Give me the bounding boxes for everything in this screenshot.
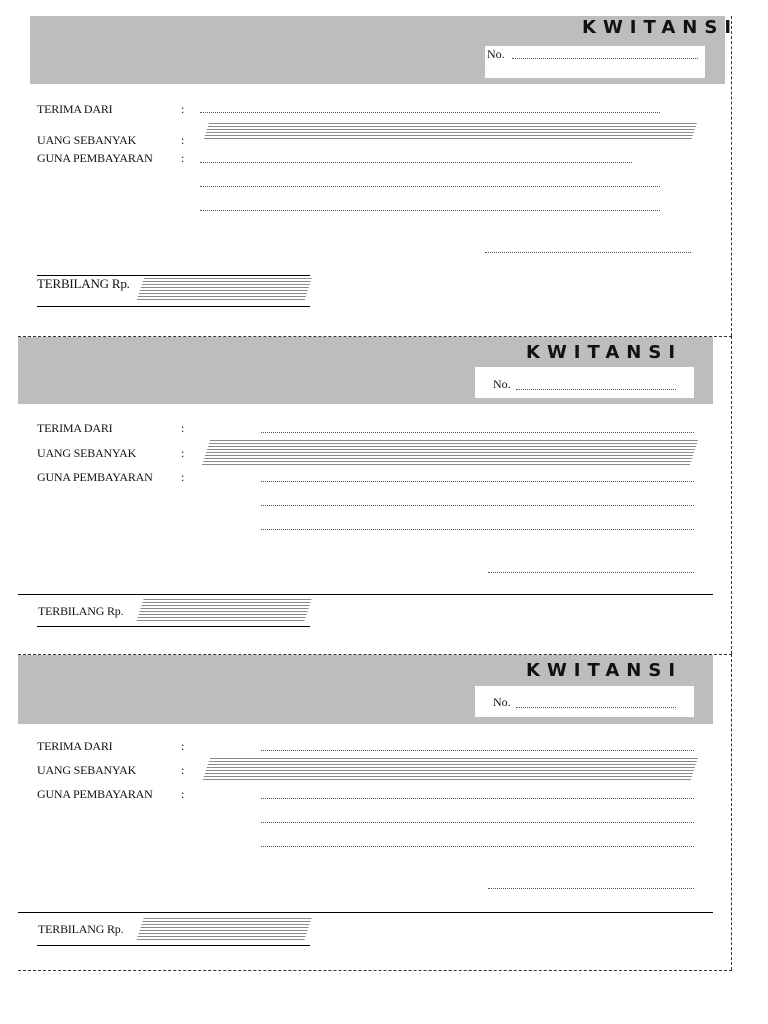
terbilang-amount-field[interactable]: [136, 278, 312, 302]
colon: :: [181, 133, 185, 147]
section-divider: [18, 594, 713, 595]
receipt-number-line[interactable]: [516, 707, 676, 708]
guna-pembayaran-label: GUNA PEMBAYARAN: [37, 787, 153, 801]
terima-dari-line[interactable]: [200, 112, 660, 113]
guna-pembayaran-line-2[interactable]: [261, 505, 694, 506]
colon: :: [181, 763, 185, 777]
receipt-title: KWITANSI: [526, 660, 683, 681]
colon: :: [181, 151, 185, 165]
colon: :: [181, 421, 185, 435]
terbilang-bottom-rule: [37, 945, 310, 946]
cut-line-right-3: [731, 654, 732, 970]
terbilang-label: TERBILANG Rp.: [38, 604, 124, 618]
terbilang-amount-field[interactable]: [136, 918, 311, 940]
colon: :: [181, 102, 185, 116]
terima-dari-line[interactable]: [261, 432, 694, 433]
section-divider: [18, 912, 713, 913]
uang-sebanyak-label: UANG SEBANYAK: [37, 763, 137, 777]
guna-pembayaran-line-3[interactable]: [200, 210, 660, 211]
uang-sebanyak-label: UANG SEBANYAK: [37, 133, 137, 147]
signature-line[interactable]: [488, 572, 694, 573]
guna-pembayaran-line-2[interactable]: [261, 822, 694, 823]
colon: :: [181, 470, 185, 484]
receipt-number-box: [485, 46, 705, 78]
receipt-number-line[interactable]: [516, 389, 676, 390]
receipt-number-label: No.: [493, 695, 511, 709]
terima-dari-label: TERIMA DARI: [37, 102, 113, 116]
receipt-number-label: No.: [487, 47, 505, 61]
receipt-title: KWITANSI: [582, 17, 739, 38]
uang-sebanyak-label: UANG SEBANYAK: [37, 446, 137, 460]
signature-line[interactable]: [488, 888, 694, 889]
cut-line-right-1: [731, 16, 732, 336]
cut-line-3: [18, 970, 732, 971]
guna-pembayaran-label: GUNA PEMBAYARAN: [37, 470, 153, 484]
cut-line-right-2: [731, 336, 732, 654]
colon: :: [181, 787, 185, 801]
signature-line[interactable]: [485, 252, 691, 253]
terima-dari-line[interactable]: [261, 750, 694, 751]
terbilang-bottom-rule: [37, 626, 310, 627]
guna-pembayaran-line-3[interactable]: [261, 846, 694, 847]
terbilang-label: TERBILANG Rp.: [37, 276, 130, 291]
terima-dari-label: TERIMA DARI: [37, 421, 113, 435]
guna-pembayaran-line-1[interactable]: [261, 798, 694, 799]
receipt-number-line[interactable]: [512, 58, 698, 59]
receipt-number-label: No.: [493, 377, 511, 391]
terbilang-amount-field[interactable]: [136, 599, 311, 621]
guna-pembayaran-line-1[interactable]: [261, 481, 694, 482]
terbilang-label: TERBILANG Rp.: [38, 922, 124, 936]
terbilang-bottom-rule: [37, 306, 310, 307]
guna-pembayaran-line-1[interactable]: [200, 162, 632, 163]
terima-dari-label: TERIMA DARI: [37, 739, 113, 753]
colon: :: [181, 739, 185, 753]
receipt-title: KWITANSI: [526, 342, 683, 363]
guna-pembayaran-line-3[interactable]: [261, 529, 694, 530]
amount-in-words-field[interactable]: [202, 758, 698, 782]
amount-in-words-field[interactable]: [202, 440, 698, 465]
guna-pembayaran-label: GUNA PEMBAYARAN: [37, 151, 153, 165]
amount-in-words-field[interactable]: [203, 123, 697, 141]
guna-pembayaran-line-2[interactable]: [200, 186, 660, 187]
colon: :: [181, 446, 185, 460]
